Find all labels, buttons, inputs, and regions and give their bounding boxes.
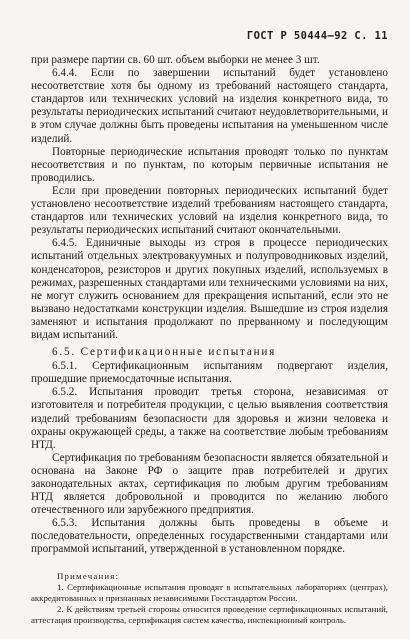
paragraph: Повторные периодические испытания проводят только по пунктам несоответствия и по пунктам, по которым первичные испытания не проводились. — [31, 145, 388, 184]
notes-block — [31, 571, 388, 626]
paragraph: при размере партии св. 60 шт. объем выборки не менее 3 шт. — [31, 54, 320, 66]
paragraph: Если при проведении повторных периодических испытаний будет установлено несоответствие изделий требованиям настоящего стандарта, стандартов или технических условий на изделия конкретного вида, то результаты периодических испытаний считают окончательными. — [31, 184, 388, 237]
page-header: ГОСТ Р 50444—92 С. 11 — [246, 30, 388, 42]
paragraph: 6.5.1. Сертификационным испытаниям подвергают изделия, прошедшие приемосдаточные испытания. — [31, 360, 388, 386]
paragraph: 6.4.4. Если по завершении испытаний будет установлено несоответствие хотя бы одному из требований настоящего стандарта, стандартов или технических условий на изделия конкретного вида, то результаты периодических испытаний считают неудовлетворительными, и в этом случае должны быть проведены испытания на уменьшенном числе изделий. — [31, 67, 388, 145]
note-item: 2. К действиям третьей стороны относится проведение сертификационных испытаний, аттестация производства, сертификация систем качества, инспекционный контроль. — [31, 603, 388, 625]
paragraph: Сертификация по требованиям безопасности является обязательной и основана на Законе РФ о защите прав потребителей и других законодательных актах, сертификация по любым другим требованиям НТД является добровольной и проводится по желанию любого отечественного или зарубежного предприятия. — [31, 451, 388, 517]
paragraph: 6.5.2. Испытания проводит третья сторона, независимая от изготовителя и потребителя продукции, с целью выявления соответствия изделий требованиям безопасности для здоровья и жизни человека и охраны окружающей среды, а также на соответствие любым требованиям НТД. — [31, 386, 388, 451]
notes-title: Примечания: — [57, 570, 120, 581]
note-item: 1. Сертификационные испытания проводят в испытательных лабораториях (центрах), аккредитованных и признанных независимыми Госстандартом России. — [31, 581, 388, 603]
section-title: 6.5. Сертификационные испытания — [52, 346, 277, 359]
paragraph: 6.5.3. Испытания должны быть проведены в объеме и последовательности, определенных государственными стандартами или программой испытаний, утвержденной в установленном порядке. — [31, 517, 388, 556]
document-body — [31, 54, 388, 626]
paragraph: 6.4.5. Единичные выходы из строя в процессе периодических испытаний отдельных электровакуумных и полупроводниковых изделий, конденсаторов, резисторов и других покупных изделий, используемых в режимах, разрешенных стандартами или техническими условиями на них, не могут служить основанием для прекращения испытаний, если это не вызвано недостатками конструкции изделия. Вышедшие из строя изделия заменяют и испытания продолжают по прерванному и последующим видам испытаний. — [31, 237, 388, 341]
